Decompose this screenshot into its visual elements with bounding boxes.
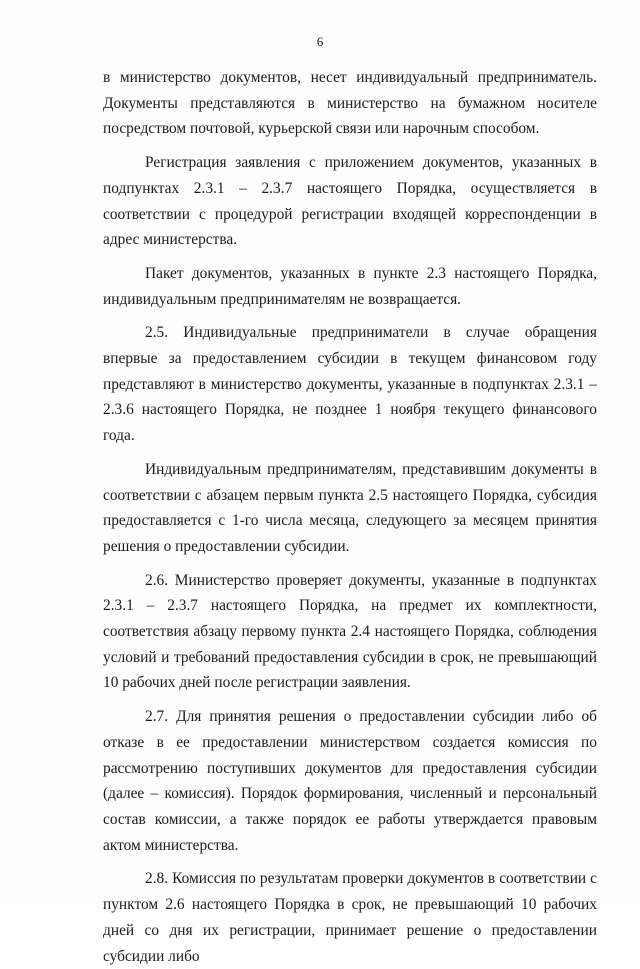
page-number: 6	[316, 34, 324, 49]
paragraph-package: Пакет документов, указанных в пункте 2.3 настоящего Порядка, индивидуальным предпринимателям не возвращается.	[103, 264, 597, 308]
paragraph-2-5-second: Индивидуальным предпринимателям, представившим документы в соответствии с абзацем первым пункта 2.5 настоящего Порядка, субсидия предоставляется с 1-го числа месяца, следующего за месяцем принятия решения о предоставлении субсидии.	[103, 460, 597, 555]
paragraph-2-7: 2.7. Для принятия решения о предоставлении субсидии либо об отказе в ее предоставлении министерством создается комиссия по рассмотрению поступивших документов для предоставления субсидии (далее – комиссия). Порядок формирования, численный и персональный состав комиссии, а также порядок ее работы утверждается правовым актом министерства.	[103, 708, 597, 854]
paragraph-2-5: 2.5. Индивидуальные предприниматели в случае обращения впервые за предоставлением субсидии в текущем финансовом году представляют в министерство документы, указанные в подпунктах 2.3.1 – 2.3.6 настоящего Порядка, не позднее 1 ноября текущего финансового года.	[103, 324, 597, 445]
document-body	[103, 65, 597, 969]
paragraph-registration: Регистрация заявления с приложением документов, указанных в подпунктах 2.3.1 – 2.3.7 настоящего Порядка, осуществляется в соответствии с процедурой регистрации входящей корреспонденции в адрес министерства.	[103, 154, 597, 249]
paragraph-2-6: 2.6. Министерство проверяет документы, указанные в подпунктах 2.3.1 – 2.3.7 настоящего Порядка, на предмет их комплектности, соответствия абзацу первому пункта 2.4 настоящего Порядка, соблюдения условий и требований предоставления субсидии в срок, не превышающий 10 рабочих дней после регистрации заявления.	[103, 571, 597, 692]
paragraph-continuation: в министерство документов, несет индивидуальный предприниматель. Документы представляются в министерство на бумажном носителе посредством почтовой, курьерской связи или нарочным способом.	[103, 69, 597, 138]
paragraph-2-8: 2.8. Комиссия по результатам проверки документов в соответствии с пунктом 2.6 настоящего Порядка в срок, не превышающий 10 рабочих дней со дня их регистрации, принимает решение о предоставлении субсидии либо	[103, 870, 597, 965]
